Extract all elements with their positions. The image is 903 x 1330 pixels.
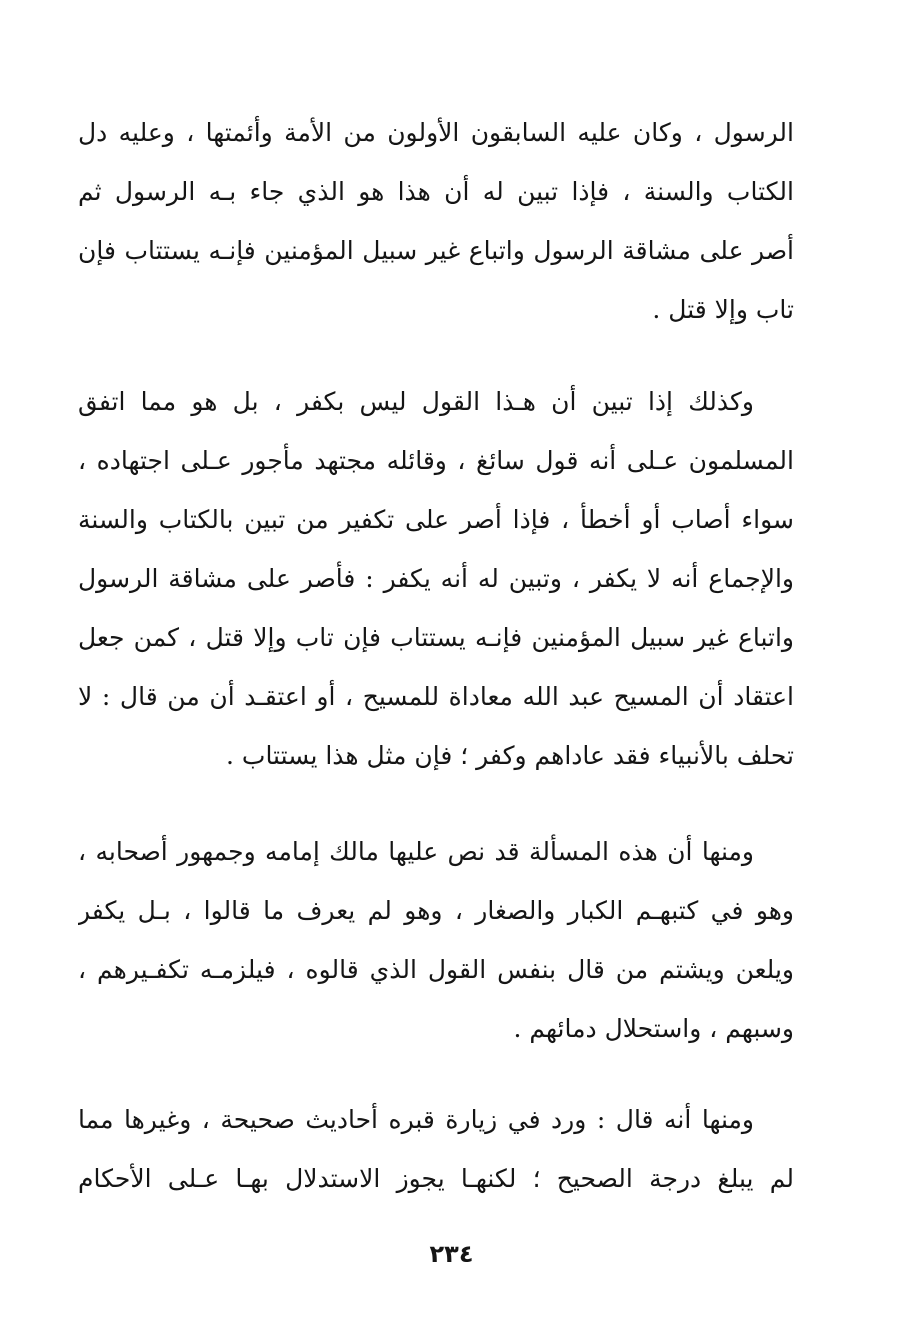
paragraph-4 xyxy=(78,1090,794,1208)
text-line: تاب وإلا قتل . xyxy=(652,295,794,324)
text-line: وهو في كتبهـم الكبار والصغار ، وهو لم يعرف ما قالوا ، بـل يكفر xyxy=(78,896,794,925)
text-line: الكتاب والسنة ، فإذا تبين له أن هذا هو الذي جاء بـه الرسول ثم xyxy=(78,177,794,206)
paragraph-1 xyxy=(78,103,794,339)
page-number: ٢٣٤ xyxy=(429,1240,474,1268)
text-line: وسبهم ، واستحلال دمائهم . xyxy=(513,1014,794,1043)
text-line: ومنها أنه قال : ورد في زيارة قبره أحاديث صحيحة ، وغيرها مما xyxy=(78,1105,754,1134)
text-line: واتباع غير سبيل المؤمنين فإنـه يستتاب فإن تاب وإلا قتل ، كمن جعل xyxy=(78,623,794,652)
text-line: اعتقاد أن المسيح عبد الله معاداة للمسيح ، أو اعتقـد أن من قال : لا xyxy=(78,682,794,711)
text-line: وكذلك إذا تبين أن هـذا القول ليس بكفر ، بل هو مما اتفق xyxy=(78,387,754,416)
paragraph-2 xyxy=(78,372,794,785)
text-line: تحلف بالأنبياء فقد عاداهم وكفر ؛ فإن مثل هذا يستتاب . xyxy=(226,741,794,770)
text-line: الرسول ، وكان عليه السابقون الأولون من الأمة وأئمتها ، وعليه دل xyxy=(78,118,794,147)
text-line: والإجماع أنه لا يكفر ، وتبين له أنه يكفر : فأصر على مشاقة الرسول xyxy=(78,564,794,593)
text-line: لم يبلغ درجة الصحيح ؛ لكنهـا يجوز الاستدلال بهـا عـلى الأحكام xyxy=(78,1164,794,1193)
text-line: أصر على مشاقة الرسول واتباع غير سبيل المؤمنين فإنـه يستتاب فإن xyxy=(78,236,794,265)
text-line: ومنها أن هذه المسألة قد نص عليها مالك إمامه وجمهور أصحابه ، xyxy=(78,837,754,866)
paragraph-3 xyxy=(78,822,794,1058)
text-line: المسلمون عـلى أنه قول سائغ ، وقائله مجتهد مأجور عـلى اجتهاده ، xyxy=(78,446,794,475)
text-line: سواء أصاب أو أخطأ ، فإذا أصر على تكفير من تبين بالكتاب والسنة xyxy=(78,505,794,534)
text-line: ويلعن ويشتم من قال بنفس القول الذي قالوه ، فيلزمـه تكفـيرهم ، xyxy=(78,955,794,984)
